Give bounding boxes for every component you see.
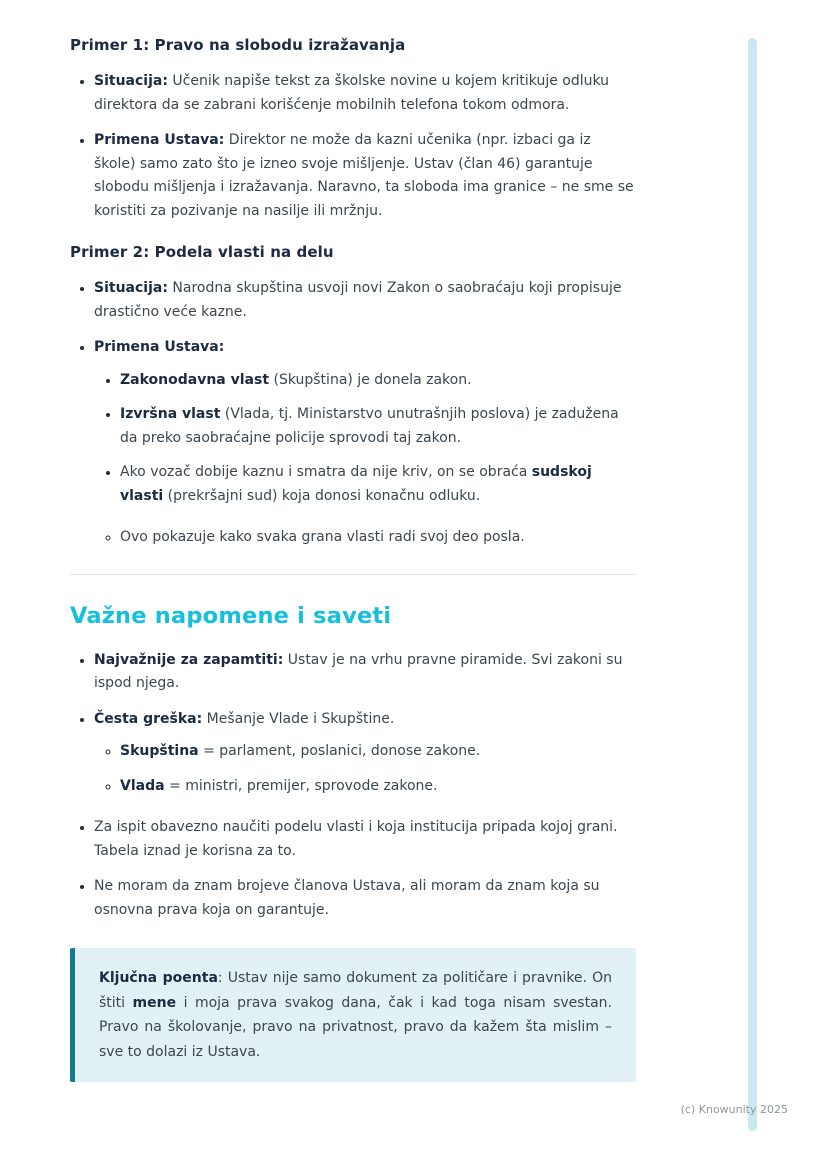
list-item <box>94 129 636 223</box>
list-item <box>120 526 636 550</box>
list-item <box>94 70 636 117</box>
list-item-text: Situacija: Narodna skupština usvoji novi Zakon o saobraćaju koji propisuje drastično veće kazne. <box>94 280 622 320</box>
list-item <box>94 649 636 696</box>
list-item <box>94 816 636 863</box>
list-item <box>120 461 636 508</box>
list-item <box>120 775 636 799</box>
primer1-list <box>70 70 636 223</box>
key-point-callout <box>70 948 636 1082</box>
heading-notes: Važne napomene i saveti <box>70 602 392 629</box>
heading-primer-1: Primer 1: Pravo na slobodu izražavanja <box>70 36 406 54</box>
primer2-list <box>70 277 636 550</box>
list-item-text: Ne moram da znam brojeve članova Ustava, ali moram da znam koja su osnovna prava koja on garantuje. <box>94 878 600 918</box>
heading-primer-2: Primer 2: Podela vlasti na delu <box>70 243 334 262</box>
list-item-text: Vlada = ministri, premijer, sprovode zakone. <box>120 777 438 794</box>
section-divider <box>70 574 636 575</box>
list-item <box>94 277 636 324</box>
list-item-text: Ovo pokazuje kako svaka grana vlasti radi svoj deo posla. <box>120 529 525 546</box>
list-item-text: Primena Ustava: Direktor ne može da kazni učenika (npr. izbaci ga iz škole) samo zato što je izneo svoje mišljenje. Ustav (član 46) garantuje slobodu mišljenja i izražavanja. Naravno, ta sloboda ima granice – ne sme se koristiti za pozivanje na nasilje ili mržnju. <box>94 132 634 219</box>
list-item-text: Situacija: Učenik napiše tekst za školske novine u kojem kritikuje odluku direktora da se zabrani korišćenje mobilnih telefona tokom odmora. <box>94 73 610 113</box>
list-item-text: Za ispit obavezno naučiti podelu vlasti i koja institucija pripada kojoj grani. Tabela iznad je korisna za to. <box>94 819 618 859</box>
list-item-text: Ako vozač dobije kaznu i smatra da nije kriv, on se obraća sudskoj vlasti (prekršajni sud) koja donosi konačnu odluku. <box>120 464 592 504</box>
document-body <box>70 36 636 1082</box>
list-item <box>120 369 636 393</box>
list-item-text: Izvršna vlast (Vlada, tj. Ministarstvo unutrašnjih poslova) je zadužena da preko saobraćajne policije sprovodi taj zakon. <box>120 406 619 446</box>
list-item-text: Skupština = parlament, poslanici, donose zakone. <box>120 743 481 760</box>
list-item-text: Primena Ustava: <box>94 339 225 356</box>
right-accent-bar <box>748 38 757 1131</box>
primer2-sublist <box>94 369 636 550</box>
list-item <box>120 740 636 764</box>
list-item-text: Česta greška: Mešanje Vlade i Skupštine. <box>94 710 395 727</box>
list-item <box>94 708 636 799</box>
callout-text: Ključna poenta: Ustav nije samo dokument za političare i pravnike. On štiti mene i moja prava svakog dana, čak i kad toga nisam svestan. Pravo na školovanje, pravo na privatnost, pravo da kažem šta mislim – sve to dolazi iz Ustava. <box>99 970 612 1060</box>
list-item-text: Najvažnije za zapamtiti: Ustav je na vrhu pravne piramide. Svi zakoni su ispod njega. <box>94 651 623 692</box>
list-item-text: Zakonodavna vlast (Skupština) je donela zakon. <box>120 371 472 388</box>
list-item <box>120 403 636 450</box>
list-item <box>94 336 636 550</box>
list-item <box>94 875 636 922</box>
copyright-credit: (c) Knowunity 2025 <box>680 1103 788 1116</box>
notes-sublist <box>94 740 636 798</box>
notes-list <box>70 649 636 923</box>
